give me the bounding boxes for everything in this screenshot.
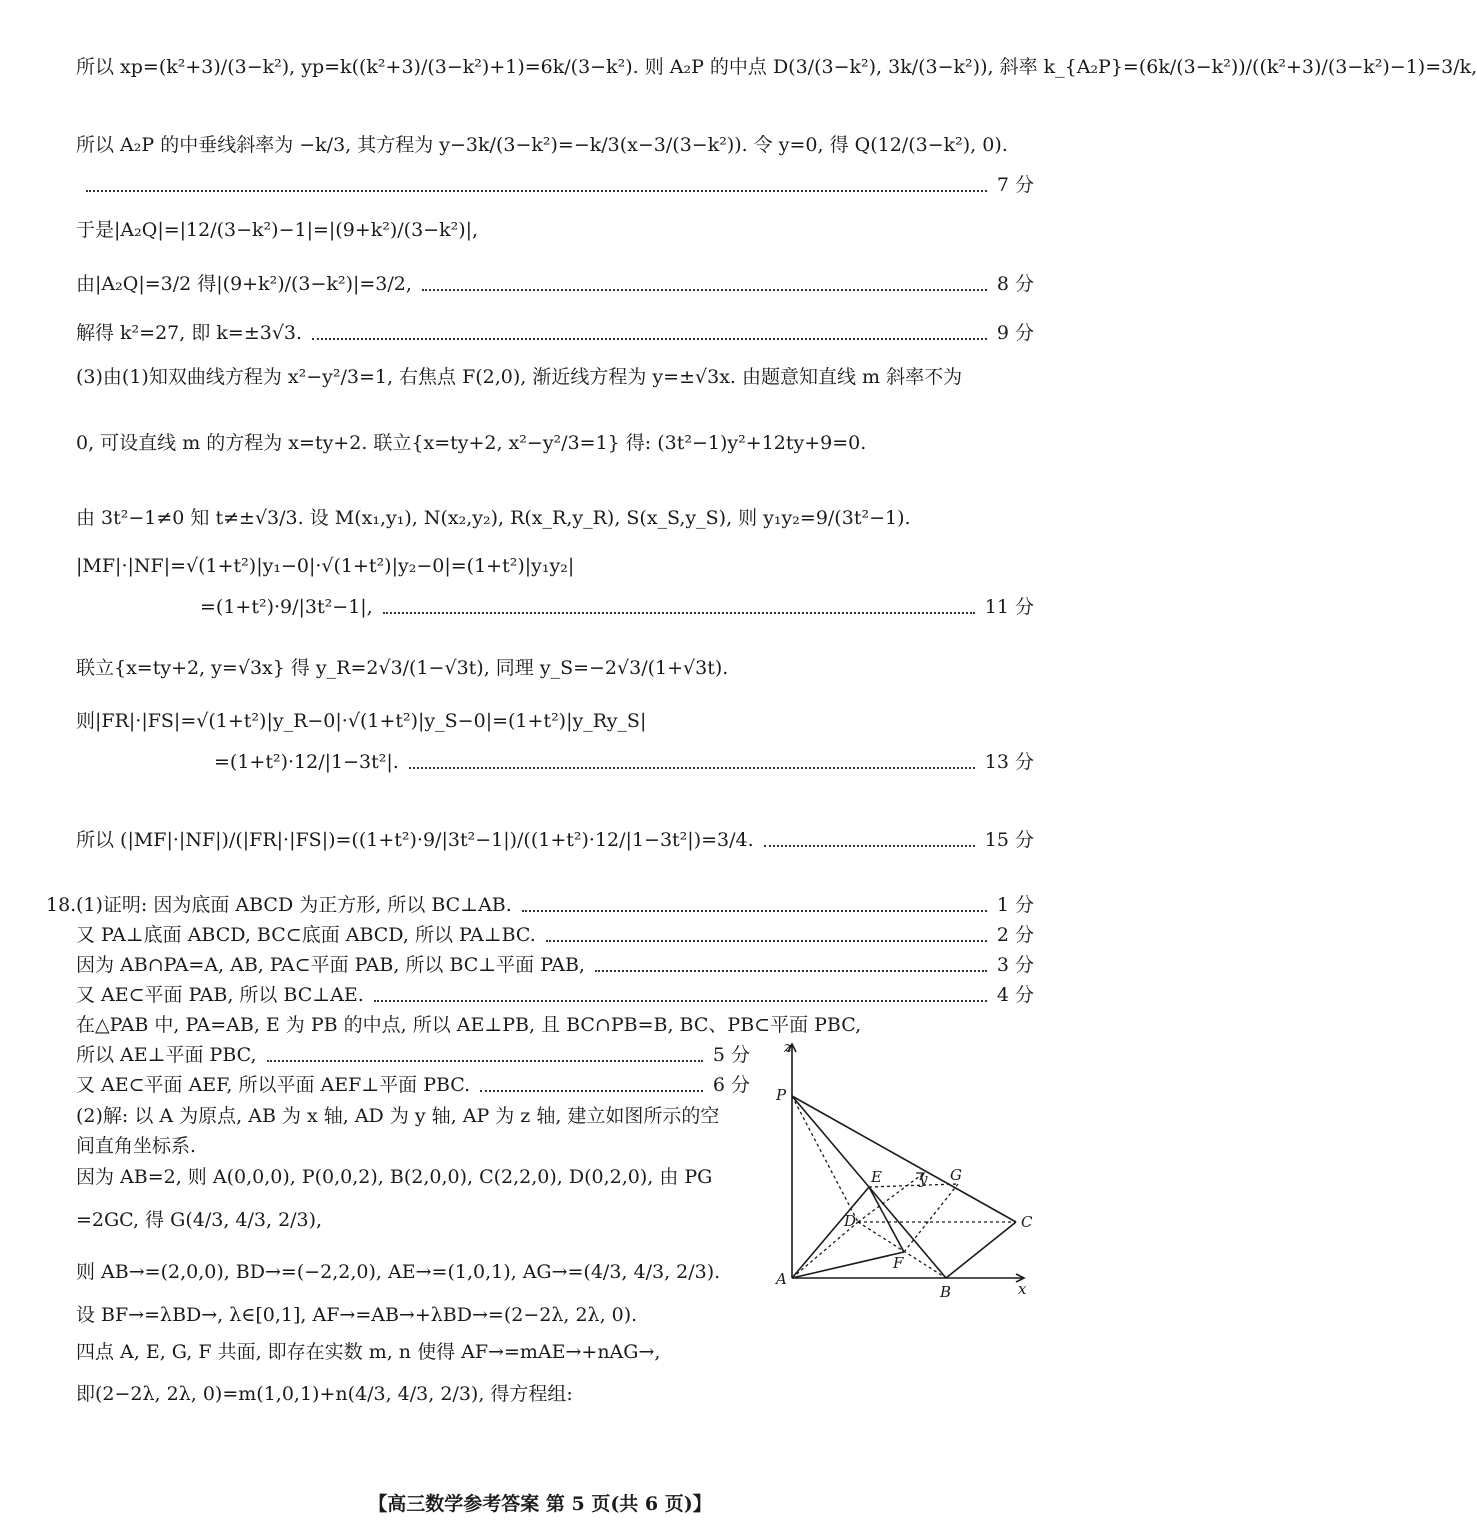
score-label: 4 分: [996, 984, 1034, 1006]
edge-EF: [869, 1187, 904, 1252]
leader-dots: [312, 338, 987, 340]
leader-dots: [522, 910, 987, 912]
score-row: [76, 321, 1034, 345]
score-label: 13 分: [984, 751, 1034, 773]
leader-dots: [764, 845, 975, 847]
label-y: y: [919, 1170, 928, 1188]
text-line: |MF|·|NF|=√(1+t²)|y₁−0|·√(1+t²)|y₂−0|=(1+t²)|y₁y₂|: [76, 555, 575, 577]
score-row: [76, 1043, 750, 1067]
leader-dots: [374, 1000, 987, 1002]
label-x: x: [1018, 1280, 1027, 1298]
score-label: 3 分: [996, 954, 1034, 976]
text-line: 在△PAB 中, PA=AB, E 为 PB 的中点, 所以 AE⊥PB, 且 BC∩PB=B, BC、PB⊂平面 PBC,: [76, 1014, 862, 1036]
text-line: 所以 xp=(k²+3)/(3−k²), yp=k((k²+3)/(3−k²)+1)=6k/(3−k²). 则 A₂P 的中点 D(3/(3−k²), 3k/(3−k²)), 斜率 k_{A₂P}=(6k/(3−k²))/((k²+3)/(3−k²)−1)=3/k,: [76, 56, 1477, 78]
leader-dots: [409, 767, 975, 769]
row-text: (1)证明: 因为底面 ABCD 为正方形, 所以 BC⊥AB.: [76, 894, 512, 916]
score-row: [76, 173, 1034, 197]
score-label: 1 分: [996, 894, 1034, 916]
score-label: 5 分: [712, 1044, 750, 1066]
edge-AF: [792, 1252, 904, 1278]
label-C: C: [1021, 1213, 1033, 1231]
leader-dots: [546, 940, 987, 942]
label-P: P: [776, 1086, 787, 1104]
score-label: 11 分: [984, 596, 1034, 618]
edge-EG: [869, 1184, 958, 1187]
leader-dots: [86, 190, 987, 192]
leader-dots: [480, 1090, 703, 1092]
text-line: (3)由(1)知双曲线方程为 x²−y²/3=1, 右焦点 F(2,0), 渐近线方程为 y=±√3x. 由题意知直线 m 斜率不为: [76, 366, 963, 388]
page-footer: 【高三数学参考答案 第 5 页(共 6 页)】: [368, 1493, 712, 1515]
score-label: 6 分: [712, 1074, 750, 1096]
text-line: 设 BF→=λBD→, λ∈[0,1], AF→=AB→+λBD→=(2−2λ, 2λ, 0).: [76, 1304, 638, 1326]
label-D: D: [844, 1212, 857, 1230]
text-line: 则 AB→=(2,0,0), BD→=(−2,2,0), AE→=(1,0,1), AG→=(4/3, 4/3, 2/3).: [76, 1261, 721, 1283]
text-line: 于是|A₂Q|=|12/(3−k²)−1|=|(9+k²)/(3−k²)|,: [76, 219, 479, 241]
score-row: [76, 595, 1034, 619]
score-row: [76, 272, 1034, 296]
row-text: 所以 AE⊥平面 PBC,: [76, 1044, 257, 1066]
text-line: 间直角坐标系.: [76, 1135, 197, 1157]
leader-dots: [595, 970, 987, 972]
score-label: 15 分: [984, 829, 1034, 851]
score-row: [76, 983, 1034, 1007]
score-row: [76, 923, 1034, 947]
row-text: =(1+t²)·9/|3t²−1|,: [200, 596, 373, 618]
row-text: 又 PA⊥底面 ABCD, BC⊂底面 ABCD, 所以 PA⊥BC.: [76, 924, 536, 946]
edge-AE: [792, 1187, 869, 1278]
label-G: G: [950, 1166, 962, 1184]
text-line: 所以 A₂P 的中垂线斜率为 −k/3, 其方程为 y−3k/(3−k²)=−k/3(x−3/(3−k²)). 令 y=0, 得 Q(12/(3−k²), 0).: [76, 134, 1008, 156]
text-line: 0, 可设直线 m 的方程为 x=ty+2. 联立{x=ty+2, x²−y²/3=1} 得: (3t²−1)y²+12ty+9=0.: [76, 432, 867, 454]
edge-FG: [904, 1184, 958, 1252]
edge-PC: [792, 1096, 1016, 1222]
text-line: 由 3t²−1≠0 知 t≠±√3/3. 设 M(x₁,y₁), N(x₂,y₂), R(x_R,y_R), S(x_S,y_S), 则 y₁y₂=9/(3t²−1).: [76, 507, 911, 529]
y-axis: [858, 1173, 924, 1222]
edge-BC: [946, 1222, 1016, 1278]
label-F: F: [893, 1254, 904, 1272]
score-label: 2 分: [996, 924, 1034, 946]
label-E: E: [871, 1168, 882, 1186]
label-z: z: [784, 1038, 792, 1056]
text-line: =2GC, 得 G(4/3, 4/3, 2/3),: [76, 1209, 323, 1231]
label-B: B: [940, 1283, 952, 1301]
row-text: 解得 k²=27, 即 k=±3√3.: [76, 322, 303, 344]
score-label: 7 分: [996, 174, 1034, 196]
row-text: 又 AE⊂平面 AEF, 所以平面 AEF⊥平面 PBC.: [76, 1074, 471, 1096]
row-text: 又 AE⊂平面 PAB, 所以 BC⊥AE.: [76, 984, 364, 1006]
row-text: 所以 (|MF|·|NF|)/(|FR|·|FS|)=((1+t²)·9/|3t²−1|)/((1+t²)·12/|1−3t²|)=3/4.: [76, 829, 754, 851]
geometry-figure: [768, 1038, 1038, 1303]
score-label: 8 分: [996, 273, 1034, 295]
score-row: [76, 893, 1034, 917]
text-line: (2)解: 以 A 为原点, AB 为 x 轴, AD 为 y 轴, AP 为 z 轴, 建立如图所示的空: [76, 1105, 720, 1127]
label-A: A: [776, 1270, 787, 1288]
leader-dots: [267, 1060, 703, 1062]
score-label: 9 分: [996, 322, 1034, 344]
score-row: [76, 828, 1034, 852]
row-text: 因为 AB∩PA=A, AB, PA⊂平面 PAB, 所以 BC⊥平面 PAB,: [76, 954, 585, 976]
text-line: 联立{x=ty+2, y=√3x} 得 y_R=2√3/(1−√3t), 同理 y_S=−2√3/(1+√3t).: [76, 657, 729, 679]
score-row: [76, 750, 1034, 774]
text-line: 四点 A, E, G, F 共面, 即存在实数 m, n 使得 AF→=mAE→+nAG→,: [76, 1341, 661, 1363]
text-line: 则|FR|·|FS|=√(1+t²)|y_R−0|·√(1+t²)|y_S−0|=(1+t²)|y_Ry_S|: [76, 710, 647, 732]
score-row: [76, 953, 1034, 977]
row-text: =(1+t²)·12/|1−3t²|.: [214, 751, 399, 773]
leader-dots: [383, 612, 975, 614]
problem-number: 18.: [46, 894, 77, 916]
text-line: 即(2−2λ, 2λ, 0)=m(1,0,1)+n(4/3, 4/3, 2/3), 得方程组:: [76, 1383, 573, 1405]
text-line: 因为 AB=2, 则 A(0,0,0), P(0,0,2), B(2,0,0), C(2,2,0), D(0,2,0), 由 PG: [76, 1166, 713, 1188]
leader-dots: [422, 289, 987, 291]
row-text: 由|A₂Q|=3/2 得|(9+k²)/(3−k²)|=3/2,: [76, 273, 412, 295]
score-row: [76, 1073, 750, 1097]
